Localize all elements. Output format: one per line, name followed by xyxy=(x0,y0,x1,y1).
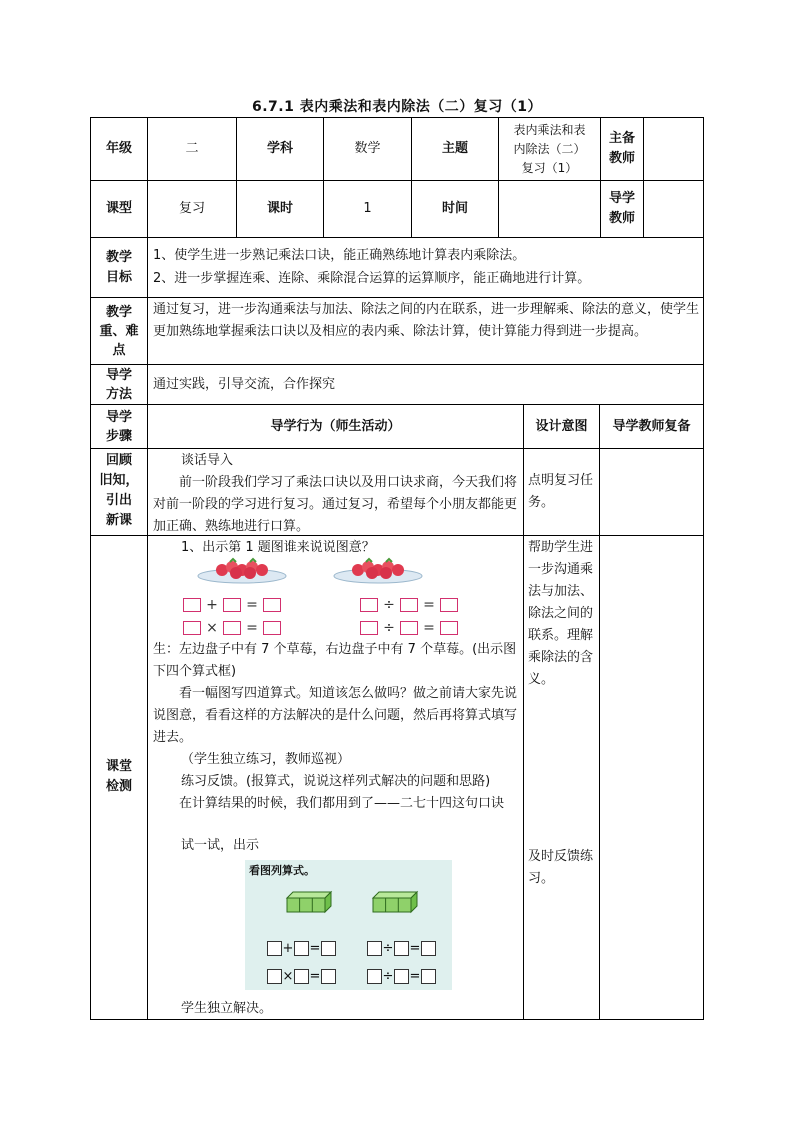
classroom-p5: 在计算结果的时候，我们都用到了——二七十四这句口诀 xyxy=(179,796,505,811)
topic-line: 表内乘法和表 xyxy=(513,122,586,137)
review-label xyxy=(91,451,147,531)
left-plate xyxy=(198,559,286,583)
answer-box[interactable] xyxy=(183,598,201,612)
classroom-p6: 试一试，出示 xyxy=(181,838,260,853)
classroom-p4: 练习反馈。(报算式，说说这样列式解决的问题和思路) xyxy=(181,774,491,789)
period-value: 1 xyxy=(363,201,372,216)
label-line: 引出 xyxy=(105,493,132,508)
type-value: 复习 xyxy=(178,201,205,216)
method-label xyxy=(91,365,147,404)
plus-sign: + xyxy=(206,596,218,613)
type-label: 课型 xyxy=(105,201,132,216)
answer-box[interactable] xyxy=(267,941,282,956)
classroom-p3: （学生独立练习，教师巡视） xyxy=(181,752,351,767)
equals-sign: = xyxy=(309,969,321,984)
cube-block-left xyxy=(287,892,331,912)
classroom-label xyxy=(91,757,147,797)
answer-box[interactable] xyxy=(367,969,382,984)
goals-item-2: 2、进一步掌握连乘、连除、乘除混合运算的运算顺序，能正确地进行计算。 xyxy=(153,271,591,286)
divide-sign: ÷ xyxy=(383,596,395,613)
label-line: 导学 xyxy=(608,191,635,206)
fig-equation-div-b xyxy=(367,966,436,985)
subject-label: 学科 xyxy=(266,141,293,156)
steps-label xyxy=(91,405,147,448)
review-text: 前一阶段我们学习了乘法口诀以及用口诀求商，今天我们将对前一阶段的学习进行复习。通过复习，希望每个小朋友都能更加正确、熟练地进行口算。 xyxy=(153,475,518,534)
answer-box[interactable] xyxy=(400,598,418,612)
label-line: 旧知， xyxy=(99,473,139,488)
label-line: 新课 xyxy=(105,513,132,528)
label-line: 教师 xyxy=(608,151,635,166)
label-line: 教学 xyxy=(105,249,132,265)
grade-label: 年级 xyxy=(105,141,132,156)
label-line: 导学 xyxy=(105,409,132,425)
equals-sign: = xyxy=(409,969,421,984)
label-line: 课堂 xyxy=(105,759,132,774)
times-sign: × xyxy=(206,619,218,636)
intent-header: 设计意图 xyxy=(535,418,588,434)
period-label: 课时 xyxy=(266,201,293,216)
prep-header: 导学教师复备 xyxy=(612,418,691,434)
question-1: 1、出示第 1 题图谁来说说图意？ xyxy=(181,540,375,555)
time-value xyxy=(499,181,600,237)
answer-box[interactable] xyxy=(321,969,336,984)
answer-box[interactable] xyxy=(394,941,409,956)
practice-figure xyxy=(245,860,452,990)
answer-box[interactable] xyxy=(367,941,382,956)
label-line: 方法 xyxy=(105,386,132,402)
equation-add xyxy=(183,594,281,613)
label-line: 导学 xyxy=(105,367,132,383)
answer-box[interactable] xyxy=(394,969,409,984)
topic-line: 内除法（二） xyxy=(513,141,586,156)
lead-teacher-label xyxy=(601,118,643,180)
fig-equation-div-a xyxy=(367,938,436,957)
label-line: 主备 xyxy=(608,131,635,146)
answer-box[interactable] xyxy=(440,598,458,612)
review-heading: 谈话导入 xyxy=(181,453,234,468)
answer-box[interactable] xyxy=(421,941,436,956)
classroom-p1: 生：左边盘子中有 7 个草莓，右边盘子中有 7 个草莓。(出示图下四个算式框) xyxy=(153,642,517,679)
answer-box[interactable] xyxy=(267,969,282,984)
equals-sign: = xyxy=(409,941,421,956)
plus-sign: + xyxy=(282,941,294,956)
answer-box[interactable] xyxy=(223,598,241,612)
answer-box[interactable] xyxy=(263,621,281,635)
lead-teacher-value xyxy=(644,118,703,180)
equals-sign: = xyxy=(309,941,321,956)
topic-line: 复习（1） xyxy=(521,160,578,175)
answer-box[interactable] xyxy=(321,941,336,956)
grade-value: 二 xyxy=(185,141,199,156)
divide-sign: ÷ xyxy=(383,619,395,636)
answer-box[interactable] xyxy=(400,621,418,635)
label-line: 点 xyxy=(112,342,126,358)
answer-box[interactable] xyxy=(360,621,378,635)
time-label: 时间 xyxy=(441,201,468,216)
review-intent: 点明复习任务。 xyxy=(528,473,594,510)
divide-sign: ÷ xyxy=(382,969,394,984)
label-line: 回顾 xyxy=(105,453,132,468)
activity-header: 导学行为（师生活动） xyxy=(270,418,401,434)
label-line: 教学 xyxy=(105,304,132,320)
label-line: 目标 xyxy=(105,269,132,285)
keypoints-label xyxy=(91,298,147,364)
topic-label: 主题 xyxy=(441,141,468,156)
strawberry-plates-figure xyxy=(196,555,476,587)
answer-box[interactable] xyxy=(183,621,201,635)
subject-value: 数学 xyxy=(354,141,381,156)
equation-div-b xyxy=(360,617,458,636)
answer-box[interactable] xyxy=(223,621,241,635)
page-title: 6.7.1 表内乘法和表内除法（二）复习（1） xyxy=(252,99,542,115)
equals-sign: = xyxy=(246,619,258,636)
answer-box[interactable] xyxy=(263,598,281,612)
method-text: 通过实践，引导交流，合作探究 xyxy=(153,377,336,392)
equation-div-a xyxy=(360,594,458,613)
topic-value xyxy=(499,118,600,180)
cube-block-right xyxy=(373,892,417,912)
cube-blocks xyxy=(285,890,425,916)
goals-item-1: 1、使学生进一步熟记乘法口诀，能正确熟练地计算表内乘除法。 xyxy=(153,248,526,263)
label-line: 重、难 xyxy=(99,323,139,339)
guide-teacher-label xyxy=(601,181,643,237)
equals-sign: = xyxy=(423,596,435,613)
answer-box[interactable] xyxy=(421,969,436,984)
divide-sign: ÷ xyxy=(382,941,394,956)
fig-equation-mul xyxy=(267,966,336,985)
fig-equation-add xyxy=(267,938,336,957)
answer-box[interactable] xyxy=(440,621,458,635)
goals-label xyxy=(91,238,147,297)
label-line: 教师 xyxy=(608,211,635,226)
label-line: 检测 xyxy=(105,779,132,794)
equals-sign: = xyxy=(423,619,435,636)
figure-title: 看图列算式。 xyxy=(249,864,315,877)
classroom-intent-1: 帮助学生进一步沟通乘法与加法、除法之间的联系。理解乘除法的含义。 xyxy=(528,540,594,687)
equation-mul xyxy=(183,617,281,636)
keypoints-text: 通过复习，进一步沟通乘法与加法、除法之间的内在联系，进一步理解乘、除法的意义，使学生更加熟练地掌握乘法口诀以及相应的表内乘、除法计算，使计算能力得到进一步提高。 xyxy=(153,302,700,339)
answer-box[interactable] xyxy=(360,598,378,612)
equals-sign: = xyxy=(246,596,258,613)
right-plate xyxy=(334,559,422,583)
label-line: 步骤 xyxy=(105,428,132,444)
classroom-p2: 看一幅图写四道算式。知道该怎么做吗？做之前请大家先说说图意，看看这样的方法解决的是什么问题，然后再将算式填写进去。 xyxy=(153,686,518,745)
answer-box[interactable] xyxy=(294,969,309,984)
classroom-intent-2: 及时反馈练习。 xyxy=(528,849,594,886)
answer-box[interactable] xyxy=(294,941,309,956)
classroom-p7: 学生独立解决。 xyxy=(181,1001,273,1016)
times-sign: × xyxy=(282,969,294,984)
